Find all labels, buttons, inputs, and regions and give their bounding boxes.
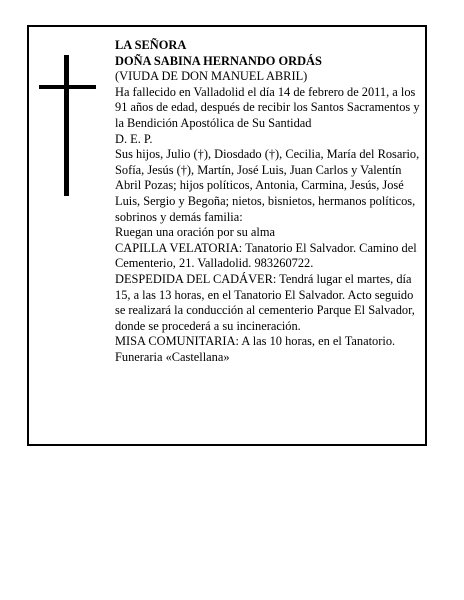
family-list: Sus hijos, Julio (†), Diosdado (†), Cecilia, María del Rosario, Sofía, Jesús (†), Martín, José Luis, Juan Carlos y Valentín Abril Pozas; hijos políticos, Antonia, Carmina, Jesús, José Luis, Sergio y Begoña; nietos, bisnietos, hermanos políticos, sobrinos y demás familia: <box>115 147 420 224</box>
obituary-text <box>115 38 423 365</box>
cross-vertical-bar <box>64 55 69 196</box>
obituary-title: LA SEÑORA <box>115 38 187 52</box>
prayer-request: Ruegan una oración por su alma <box>115 225 275 240</box>
death-notice: Ha fallecido en Valladolid el día 14 de febrero de 2011, a los 91 años de edad, después de recibir los Santos Sacramentos y la Bendición Apostólica de Su Santidad <box>115 84 420 130</box>
deceased-name: DOÑA SABINA HERNANDO ORDÁS <box>115 53 322 68</box>
funeral-home: Funeraria «Castellana» <box>115 349 230 364</box>
chapel-info: CAPILLA VELATORIA: Tanatorio El Salvador. Camino del Cementerio, 21. Valladolid. 983260722. <box>115 240 417 271</box>
rip-line: D. E. P. <box>115 131 153 146</box>
farewell-info: DESPEDIDA DEL CADÁVER: Tendrá lugar el martes, día 15, a las 13 horas, en el Tanatorio El Salvador. Acto seguido se realizará la conducción al cementerio Parque El Salvador, donde se procederá a su incineración. <box>115 271 415 333</box>
cross-horizontal-bar <box>39 85 96 89</box>
widow-line: (VIUDA DE DON MANUEL ABRIL) <box>115 69 308 84</box>
mass-info: MISA COMUNITARIA: A las 10 horas, en el Tanatorio. <box>115 334 396 349</box>
